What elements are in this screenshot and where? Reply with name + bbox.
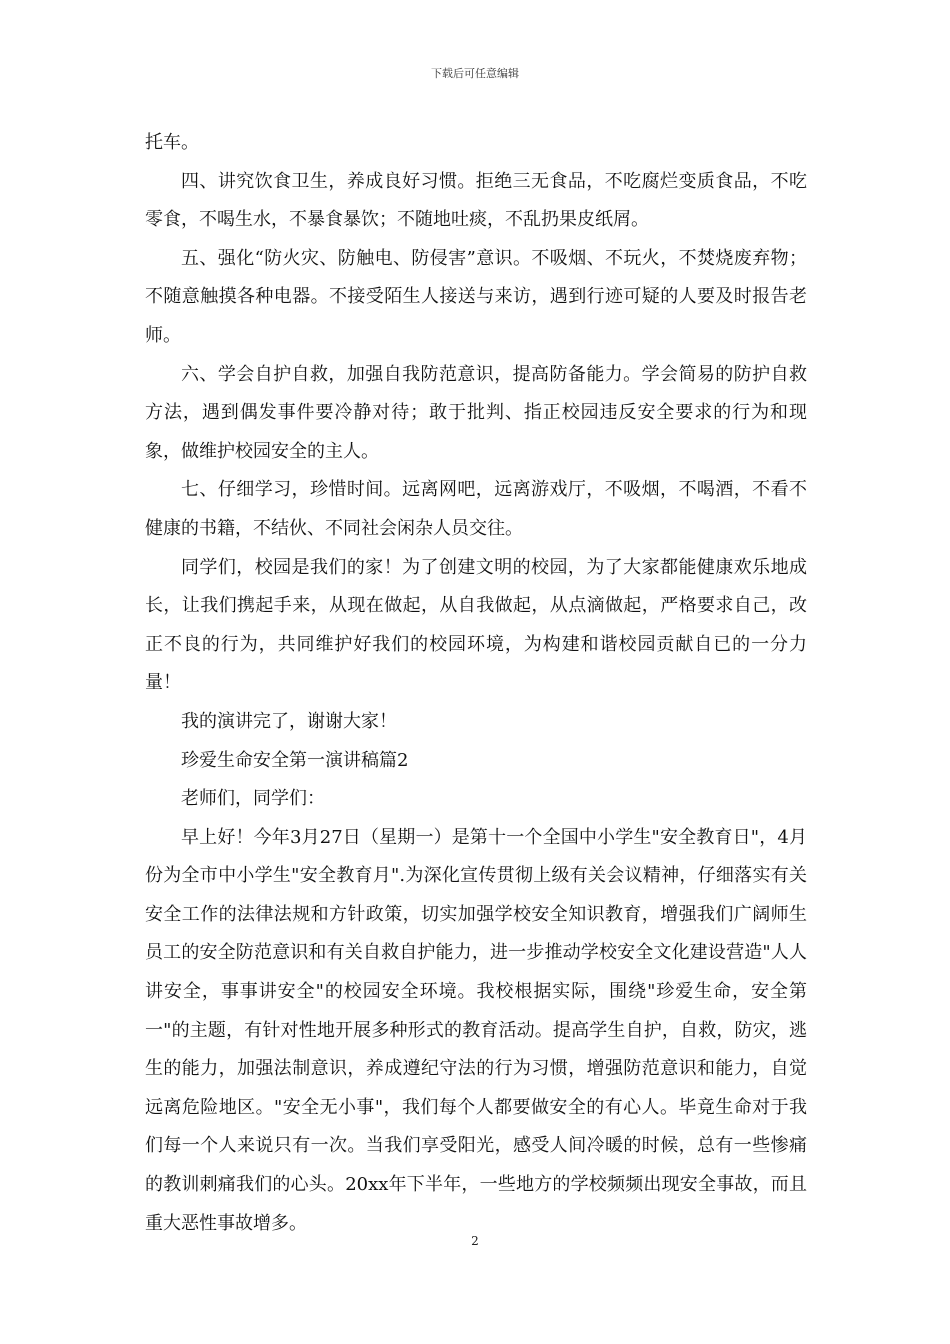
paragraph-2: 四、讲究饮食卫生，养成良好习惯。拒绝三无食品，不吃腐烂变质食品，不吃零食，不喝生水，不暴食暴饮；不随地吐痰，不乱扔果皮纸屑。 [145,170,807,231]
salutation: 老师们，同学们： [181,788,325,810]
paragraph-10: 早上好！今年3月27日（星期一）是第十一个全国中小学生"安全教育日"，4月份为全市中小学生"安全教育月".为深化宣传贯彻上级有关会议精神，仔细落实有关安全工作的法律法规和方针政策，切实加强学校安全知识教育，增强我们广阔师生员工的安全防范意识和有关自救自护能力，进一步推动学校安全文化建设营造"人人讲安全，事事讲安全"的校园安全环境。我校根据实际，围绕"珍爱生命，安全第一"的主题，有针对性地开展多种形式的教育活动。提高学生自护，自救，防灾，逃生的能力，加强法制意识，养成遵纪守法的行为习惯，增强防范意识和能力，自觉远离危险地区。"安全无小事"，我们每个人都要做安全的有心人。毕竟生命对于我们每一个人来说只有一次。当我们享受阳光，感受人间冷暖的时候，总有一些惨痛的教训刺痛我们的心头。20xx年下半年，一些地方的学校频频出现安全事故，而且重大恶性事故增多。 [145,826,807,1234]
paragraph-6: 同学们，校园是我们的家！为了创建文明的校园，为了大家都能健康欢乐地成长，让我们携起手来，从现在做起，从自我做起，从点滴做起，严格要求自己，改正不良的行为，共同维护好我们的校园环境，为构建和谐校园贡献自已的一分力量！ [145,556,807,694]
paragraph-5: 七、仔细学习，珍惜时间。远离网吧，远离游戏厅，不吸烟，不喝酒，不看不健康的书籍，不结伙、不同社会闲杂人员交往。 [145,479,807,539]
section-title: 珍爱生命安全第一演讲稿篇2 [181,749,409,771]
paragraph-3: 五、强化“防火灾、防触电、防侵害”意识。不吸烟、不玩火，不焚烧废弃物；不随意触摸各种电器。不接受陌生人接送与来访，遇到行迹可疑的人要及时报告老师。 [145,247,807,346]
page-header: 下载后可任意编辑 [431,67,519,80]
paragraph-4: 六、学会自护自救，加强自我防范意识，提高防备能力。学会简易的防护自救方法，遇到偶发事件要冷静对待；敢于批判、指正校园违反安全要求的行为和现象，做维护校园安全的主人。 [145,363,807,462]
document-body [145,124,807,1243]
paragraph-7: 我的演讲完了，谢谢大家！ [181,710,397,732]
paragraph-1: 托车。 [145,132,199,153]
page-number: 2 [471,1234,479,1248]
